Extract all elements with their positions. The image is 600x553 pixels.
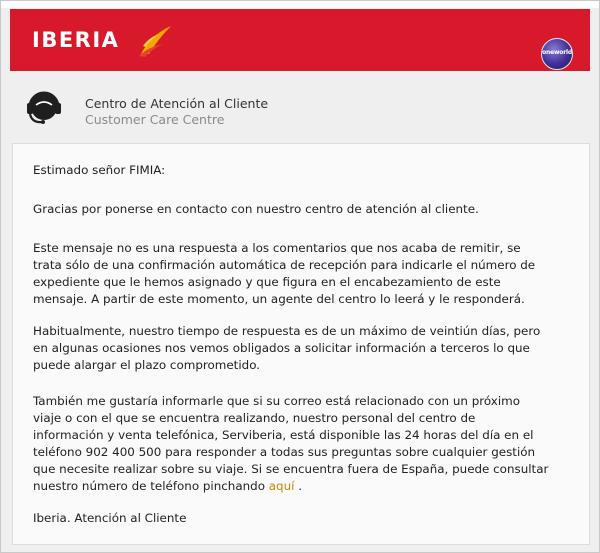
paragraph-confirmation xyxy=(33,240,558,308)
text-line-end: . xyxy=(294,479,303,493)
text-line: trata sólo de una confirmación automática de recepción para indicarle el número de xyxy=(33,258,536,272)
text-line: que necesite realizar sobre su viaje. Si se encuentra fuera de España, puede consultar xyxy=(33,462,549,476)
oneworld-badge-label: oneworld xyxy=(542,49,572,56)
text-line: También me gustaría informarle que si su correo está relacionado con un próximo xyxy=(33,394,520,408)
oneworld-badge-icon xyxy=(541,38,573,70)
text-line: teléfono 902 400 500 para responder a todas sus preguntas sobre cualquier gestión xyxy=(33,445,536,459)
phone-number-link[interactable]: aquí xyxy=(268,479,295,493)
iberia-logo-text: IBERIA xyxy=(32,28,120,52)
text-line: información y venta telefónica, Serviberia, está disponible las 24 horas del día en el xyxy=(33,428,534,442)
text-line: mensaje. A partir de este momento, un agente del centro lo leerá y le responderá. xyxy=(33,292,525,306)
text-line: puede alargar el plazo comprometido. xyxy=(33,358,261,372)
customer-care-header xyxy=(10,73,590,143)
brand-header xyxy=(10,9,590,71)
greeting: Estimado señor FIMIA: xyxy=(33,163,166,177)
text-line: nuestro número de teléfono pinchando xyxy=(33,479,269,493)
paragraph-response-time xyxy=(33,323,558,374)
paragraph-thanks: Gracias por ponerse en contacto con nuestro centro de atención al cliente. xyxy=(33,202,479,216)
text-line: viaje o con el que se encuentra realizando, nuestro personal del centro de xyxy=(33,411,476,425)
headset-icon xyxy=(24,87,64,127)
centre-title-en: Customer Care Centre xyxy=(85,112,225,127)
centre-title-es: Centro de Atención al Cliente xyxy=(85,96,269,111)
text-line: expediente que le hemos asignado y que figura en el encabezamiento de este xyxy=(33,275,501,289)
text-line: Este mensaje no es una respuesta a los comentarios que nos acaba de remitir, se xyxy=(33,241,521,255)
iberia-wing-icon xyxy=(137,24,173,58)
top-band xyxy=(1,1,599,8)
signature: Iberia. Atención al Cliente xyxy=(33,511,187,525)
text-line: Habitualmente, nuestro tiempo de respuesta es de un máximo de veintiún días, pero xyxy=(33,324,541,338)
paragraph-serviberia xyxy=(33,393,558,495)
text-line: en algunas ocasiones nos vemos obligados a solicitar información a terceros lo que xyxy=(33,341,530,355)
email-body xyxy=(12,143,590,545)
